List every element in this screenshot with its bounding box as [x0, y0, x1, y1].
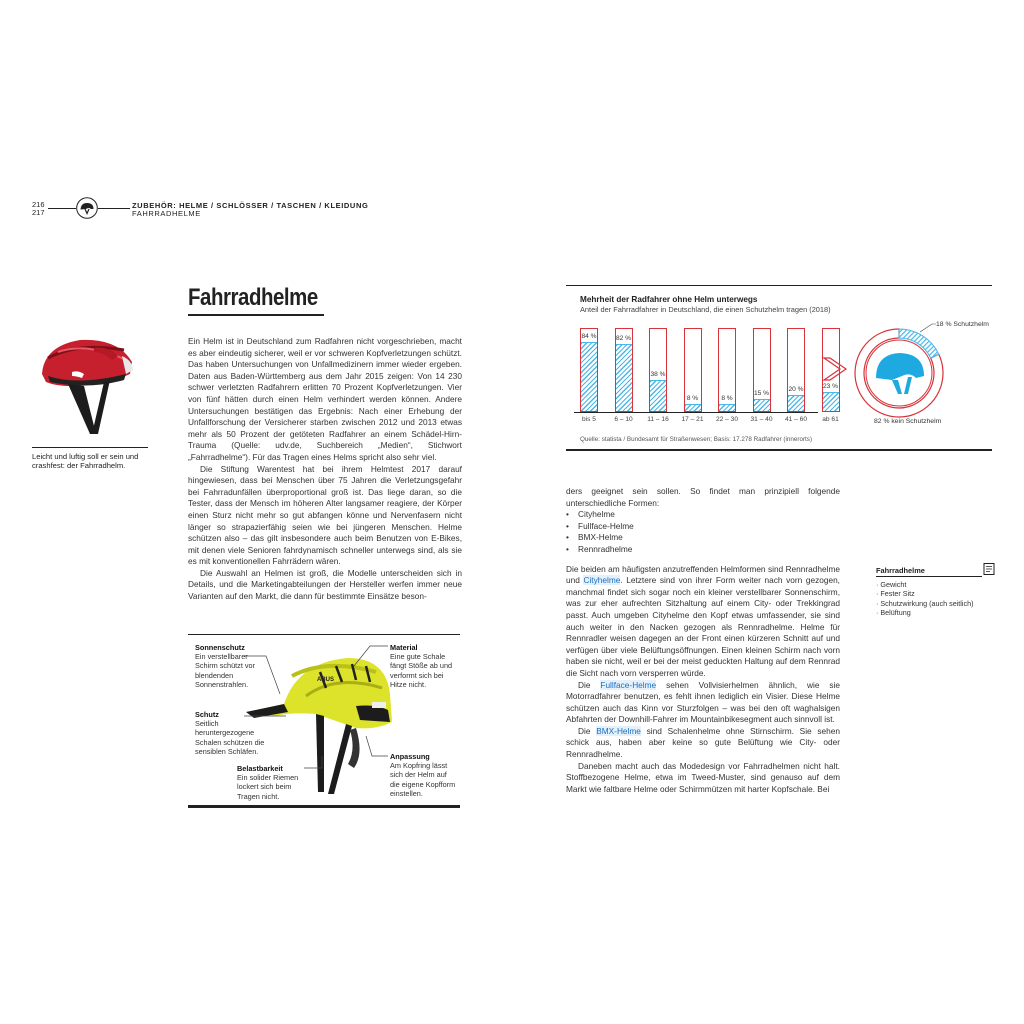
bar — [788, 395, 804, 411]
bar-value-label: 8 % — [721, 395, 733, 403]
sidebar-rule — [876, 576, 982, 577]
sidebar-title: Fahrradhelme — [876, 566, 925, 575]
photo-caption: Leicht und luftig soll er sein und crashfest: der Fahrradhelm. — [32, 452, 139, 471]
paragraph-3: Die Auswahl an Helmen ist groß, die Modelle unterscheiden sich in Details, und die Marketingabteilungen der Hersteller werfen immer neue Varianten auf den Markt, die dann für bestimmte Einsätze beson- — [188, 567, 462, 602]
x-tick-label: 31 – 40 — [750, 416, 773, 423]
header-rule — [48, 208, 76, 209]
bar-value-label: 82 % — [615, 335, 632, 343]
bar — [616, 344, 632, 411]
link-bmx[interactable]: BMX-Helme — [596, 725, 641, 736]
page-number-left: 216 — [32, 200, 45, 209]
arrow-icon — [822, 356, 850, 382]
list-item: • Cityhelme — [578, 509, 840, 521]
bar-frame — [615, 328, 633, 412]
bar-chart — [566, 328, 839, 438]
list-item: • Rennradhelme — [578, 544, 840, 556]
sidebar-item: · Belüftung — [876, 608, 994, 617]
bar-frame — [580, 328, 598, 412]
sidebar-item: · Schutzwirkung (auch seitlich) — [876, 599, 994, 608]
paragraph-5: Die beiden am häufigsten anzutreffenden Helmformen sind Rennradhelme und Cityhelme. Letztere sind von ihrer Form weiter nach vorn gezogen, manchmal findet sich sogar noch ein kleiner verstellbarer Sonnenschirm, was zur eher aufrechten Sitzhaltung auf einem City- oder Trekkingrad passt. Auch umgeben Cityhelme den Kopf etwas umfassender, sie sind auch weiter in den Nacken gezogen als Rennradhelme. Helme für Rennradler weisen dagegen an der Front einen kürzeren Schnitt auf und verfügen über viele Belüftungsöffnungen. Einen kleinen Schirm nach vorn haben sie nicht, weil er bei der meist geduckten Haltung auf dem Rennrad die Sicht nach vorn versperren würde. — [566, 563, 840, 678]
bar-frame — [684, 328, 702, 412]
label-anpassung — [390, 752, 456, 798]
page-title: Fahrradhelme — [188, 284, 318, 311]
x-tick-label: 17 – 21 — [681, 416, 704, 423]
bar-frame — [649, 328, 667, 412]
bar-value-label: 20 % — [788, 385, 804, 393]
chart-source: Quelle: statista / Bundesamt für Straßenwesen; Basis: 17.278 Radfahrer (innerorts) — [580, 436, 813, 443]
bar — [650, 380, 666, 411]
bar-value-label: 84 % — [581, 333, 597, 341]
page-number-right: 217 — [32, 208, 45, 217]
helmet-forms-list — [566, 509, 840, 555]
x-tick-label: 22 – 30 — [716, 416, 738, 423]
chart-title: Mehrheit der Radfahrer ohne Helm unterwegs — [580, 295, 758, 304]
bar — [823, 392, 839, 411]
donut-chart — [852, 326, 946, 420]
donut-helmet-icon — [876, 353, 924, 394]
x-tick-label: bis 5 — [582, 416, 596, 423]
chart-top-rule — [566, 285, 992, 286]
label-belastbarkeit — [237, 764, 303, 801]
list-item: • BMX-Helme — [578, 532, 840, 544]
link-cityhelme[interactable]: Cityhelme — [583, 575, 621, 586]
label-schutz-text: Seitlich heruntergezogene Schalen schützen die sensiblen Schläfen. — [195, 719, 265, 756]
right-column-text — [566, 486, 840, 795]
sidebar-item: · Gewicht — [876, 580, 994, 589]
diagram-bottom-rule — [188, 805, 460, 808]
bar-frame — [787, 328, 805, 412]
label-belastbarkeit-title: Belastbarkeit — [237, 764, 283, 773]
label-schutz — [195, 710, 265, 756]
chart-subtitle: Anteil der Fahrradfahrer in Deutschland, die einen Schutzhelm tragen (2018) — [580, 305, 831, 314]
paragraph-4: ders geeignet sein sollen. So findet man prinzipiell folgende unterschiedliche Formen: — [566, 486, 840, 508]
chart-baseline — [574, 412, 818, 413]
left-column-text — [188, 336, 462, 603]
bar-frame — [718, 328, 736, 412]
helmet-icon — [76, 197, 98, 219]
caption-rule — [32, 447, 148, 448]
header-rule-2 — [98, 208, 130, 209]
label-sonnenschutz-text: Ein verstellbarer Schirm schützt vor blendenden Sonnenstrahlen. — [195, 652, 256, 689]
link-fullface[interactable]: Fullface-Helme — [600, 679, 657, 690]
label-belastbarkeit-text: Ein solider Riemen lockert sich beim Tragen nicht. — [237, 773, 299, 801]
list-item: • Fullface-Helme — [578, 521, 840, 533]
bar-value-label: 38 % — [650, 371, 666, 378]
bar-value-label: 15 % — [753, 389, 770, 397]
helmet-brand: ABUS — [317, 677, 335, 683]
bar — [754, 399, 770, 411]
bar — [685, 404, 701, 411]
x-tick-label: 11 – 16 — [647, 416, 669, 423]
paragraph-1: Ein Helm ist in Deutschland zum Radfahren nicht vorgeschrieben, macht es aber eindeutig sicherer, weil er vor schweren Kopfverletzungen schützt. Das haben Untersuchungen von Unfallmedizinern immer wieder ergeben. Daten aus Baden-Württemberg aus dem Jahr 2015 zeigen: Von 14 230 schwer verletzten Radfahrern erlitten 70 Prozent Kopfverletzungen. Vier von fünf hätten durch einen Helm verhindert werden können. Andere Untersuchungen bestätigen das Ergebnis: Nach einer Erhebung der Unfallforschung der Versicherer starben zwischen 2012 und 2013 etwas mehr als 50 Prozent der getöteten Radfahrer an einem Schädel-Hirn-Trauma (Quelle: udv.de, Suchbereich „Medien“, Stichwort „Fahrradhelme“). Für das Tragen eines Helms spricht also sehr viel. — [188, 336, 462, 462]
checklist-icon — [982, 562, 996, 576]
label-schutz-title: Schutz — [195, 710, 219, 719]
label-anpassung-text: Am Kopfring lässt sich der Helm auf die eigene Kopfform einstellen. — [390, 761, 456, 798]
bar-value-label: 8 % — [686, 395, 699, 403]
bar-value-label: 23 % — [822, 383, 839, 391]
label-material — [390, 643, 458, 689]
label-material-text: Eine gute Schale fängt Stöße ab und verformt sich bei Hitze nicht. — [390, 652, 453, 689]
sidebar-list — [876, 580, 994, 618]
donut-label-with: 18 % Schutzhelm — [936, 321, 989, 328]
chart-bottom-rule — [566, 449, 992, 451]
title-underline — [188, 314, 324, 316]
label-anpassung-title: Anpassung — [390, 752, 430, 761]
section-title: ZUBEHÖR: HELME / SCHLÖSSER / TASCHEN / KLEIDUNG — [132, 201, 369, 210]
bar-frame — [753, 328, 771, 412]
x-tick-label: 41 – 60 — [785, 416, 807, 423]
label-material-title: Material — [390, 643, 418, 652]
x-tick-label: ab 61 — [822, 416, 839, 423]
sidebar-item: · Fester Sitz — [876, 589, 994, 598]
paragraph-8: Daneben macht auch das Modedesign vor Fahrradhelmen nicht halt. Stoffbezogene Helme, etwa im Tweed-Muster, sind genauso auf dem Markt wie faltbare Helme oder Schirmmützen mit harter Kopfschale. Bei — [566, 760, 840, 794]
paragraph-6: Die Fullface-Helme sehen Vollvisierhelmen ähnlich, wie sie Motorradfahrer benutzen, es fehlt ihnen lediglich ein Visier. Diese Helme schützen auch das Kinn vor Sturzfolgen – was bei den oft waghalsigen Abfahrten der Downhill-Fahrer im Mountainbikesegment auch sinnvoll ist. — [566, 679, 840, 725]
label-sonnenschutz — [195, 643, 267, 689]
label-sonnenschutz-title: Sonnenschutz — [195, 643, 245, 652]
road-helmet-image — [38, 334, 138, 439]
paragraph-7: Die BMX-Helme sind Schalenhelme ohne Stirnschirm. Sie sehen schick aus, haben aber keine so gute Belüftung wie City- oder Rennradhelme. — [566, 725, 841, 760]
diagram-top-rule — [188, 634, 460, 635]
bar — [719, 404, 735, 411]
x-tick-label: 6 – 10 — [614, 416, 633, 423]
paragraph-2: Die Stiftung Warentest hat bei ihrem Helmtest 2017 darauf hingewiesen, dass bei Menschen über 75 Jahren die Verletzungsgefahr bei Fahrradunfällen überproportional groß ist. Das liege daran, so die Tester, dass der Mensch im höheren Alter langsamer reagiere, der Körper einen Sturz nicht mehr so gut abfangen könne und Nervenfasern nicht länger so strapazierfähig seien wie bei jüngeren Menschen. Helme schützen also – das gilt insbesondere auch beim Benutzen von E-Bikes, mit denen viele Senioren fahrdynamisch schneller unterwegs sind, als sie es mit konventionellen Fahrrädern wären. — [188, 463, 462, 567]
donut-label-without: 82 % kein Schutzhelm — [874, 418, 942, 425]
subsection-title: FAHRRADHELME — [132, 209, 201, 218]
bar — [581, 342, 597, 411]
